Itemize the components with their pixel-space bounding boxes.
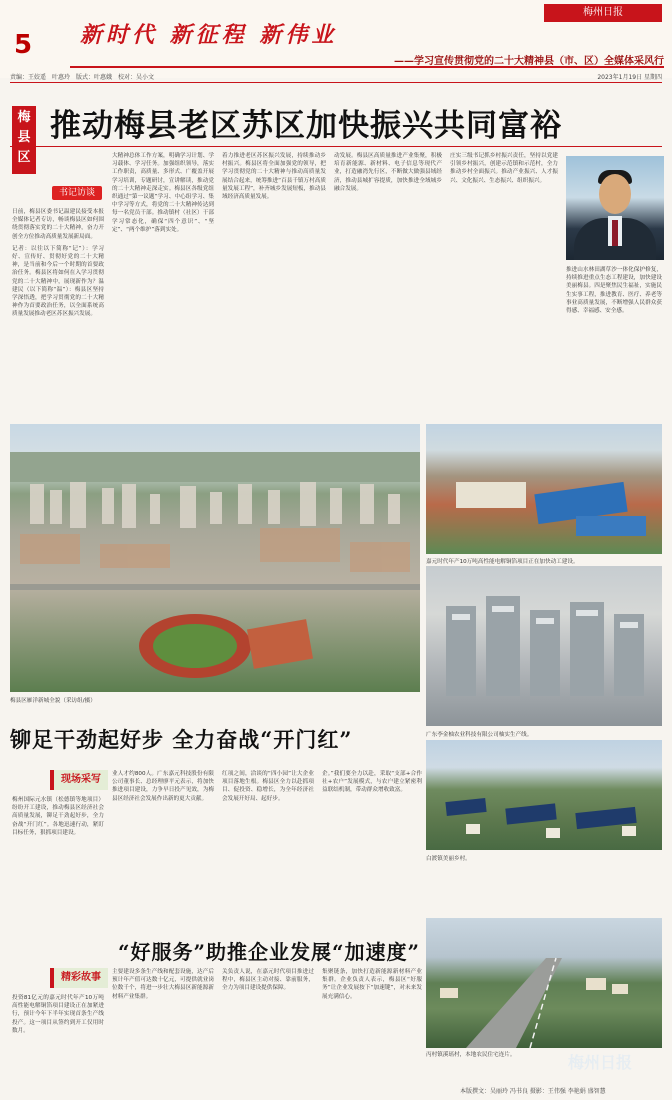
header-slogan: 新时代 新征程 新伟业 [80, 22, 338, 48]
production-line-photo [426, 566, 662, 726]
editor-2: 叶惠玲 [52, 74, 71, 81]
article1-col-a: 记者：以往以下简称“记”）：学习好、宣传好、贯彻好党的二十大精神，是当前和今后一个时期的首要政治任务。梅县区将如何在入学习贯彻党的二十大精神中，展现新作为？温建民（以下简称“温”）：梅县区坚持学深悟透，把学习贯彻党的二十大精神作为首要政治任务，以全面系统高质量发展推动老区苏区振兴发展。 [12, 245, 104, 318]
sub-banner-text: ——学习宣传贯彻党的二十大精神县（市、区）全媒体采风行 [394, 56, 664, 67]
road-illustration [426, 918, 662, 1048]
city-aerial-illustration [10, 424, 420, 692]
article2-column-4: 企。”我们要全力以赴，采取“支部+合作社+农户”发展模式，与农户建立紧密利益联结机制，带动群众增收致富。 [322, 771, 422, 794]
district-tag: 梅县区 [12, 106, 36, 174]
article2-title[interactable]: 铆足干劲起好步 全力奋战“开门红” [10, 727, 353, 752]
editor-4: 校对：吴小文 [118, 74, 155, 81]
article2-column-1: 梅州国际元水镇（松德镇等地项目）纷纷开工建设，推动梅县区经济社会高质量发展，铆足干劲起好步，全力奋战“开门红”。各地迅速行动，紧盯目标任务，狠抓项目建设。 [12, 797, 104, 836]
article2-column-2: 业人才约800人。广东嘉元科技股份有限公司董事长、总经理廖平元表示，将加快推进项目建设，力争早日投产见效，为梅县区经济社会发展作出新的更大贡献。 [112, 771, 214, 802]
article3-title[interactable]: “好服务”助推企业发展“加速度” [118, 940, 421, 964]
industrial-site-photo [426, 424, 662, 554]
article3-column-1: 投资81亿元的嘉元时代年产10万吨高性能电解铜箔项目建设正在加紧进行，预计今年下半年实现首条生产线投产。这一项目从签约到开工仅用时数月。 [12, 995, 104, 1034]
article3-column-2: 主要建设多条生产线和配套设施，达产后预计年产值可达数十亿元，可提供就业岗位数千个，将进一步壮大梅县区新能源新材料产业集群。 [112, 969, 214, 1000]
side4-caption: 丙村镇溪瑶村，本地农民住宅连片。 [426, 1052, 516, 1058]
village-illustration [426, 740, 662, 850]
main-photo-caption: 梅县区雁洋新城全貌（采访组/摄） [10, 698, 96, 704]
article1-title[interactable]: 推动梅县老区苏区加快振兴共同富裕 [50, 108, 562, 144]
article2-column-3: 红项之间，洽谈的“四小园”让大企业项目落地生根。梅县区全力以赴抓项目、促投资、稳增长，为全年经济社会发展开好局、起好步。 [222, 771, 314, 802]
editor-line [10, 72, 662, 81]
industrial-site-illustration [426, 424, 662, 554]
article1-column-3: 着力推进老区苏区振兴发展，持续推动乡村振兴。梅县区将全面加强党的领导，把学习贯彻党的二十大精神与推动高质量发展结合起来，统筹推进“百县千镇万村高质量发展工程”，补齐城乡发展短板，推动县域经济高质量发展。 [222, 153, 326, 201]
article3-column-4: 集聚链条，加快打造新能源新材料产业集群。企业负责人表示，梅县区“好服务”让企业发展按下“加速键”，对未来发展充满信心。 [322, 969, 422, 1000]
issue-date: 2023年1月19日 星期四 [597, 74, 662, 81]
article1-column-1 [12, 208, 104, 406]
sub-banner [70, 52, 664, 68]
article3-kicker: 精彩故事 [50, 968, 108, 988]
header-rule [10, 82, 662, 83]
secretary-portrait [566, 156, 664, 260]
road-photo [426, 918, 662, 1048]
article3-column-3: 关负责人说，在嘉元时代项目推进过程中，梅县区主动对接、靠前服务，全力为项目建设提供保障。 [222, 969, 314, 992]
side1-caption: 嘉元时代年产10万吨高性能电解铜箔项目正在加快动工建设。 [426, 559, 579, 565]
masthead: 梅州日报 [544, 4, 662, 22]
city-aerial-photo [10, 424, 420, 692]
footer-credits: 本版撰文：吴丽玲 冯书良 摄影：王伟强 李艳娟 盛智慧 [460, 1088, 606, 1095]
article1-kicker: 书记访谈 [52, 186, 102, 200]
article1-column-2: 大精神总体工作方案，明确学习计划、学习载体、学习任务。加强组织领导，落实工作职责，高质量、多形式、广覆盖开展学习培训，专题研讨，宣讲解读，推动党的二十大精神走深走实。梅县区各级党组织通过“第一议题”学习、中心组学习、集中学习等方式，将党的二十大精神传达到每一名党员干部。推动镇村（社区）干部学习常态化，确保“四个意识”、“坚定”、“两个维护”落到实处。 [112, 153, 214, 233]
article2-kicker: 现场采写 [50, 770, 108, 790]
editor-3: 版式：叶惠娥 [76, 74, 113, 81]
editor-1: 责编：王姣遥 [10, 74, 47, 81]
production-line-illustration [426, 566, 662, 726]
side3-caption: 白渡镇美丽乡村。 [426, 856, 471, 862]
page-number: 5 [14, 30, 33, 60]
article1-lead: 日前，梅县区委书记温建民接受本报全媒体记者专访，畅谈梅县区如何围绕贯彻落实党的二十大精神，奋力开创全方位推动高质量发展新局面。 [12, 209, 104, 240]
watermark: 梅州日报 [568, 1053, 633, 1072]
side2-caption: 广东李金柚农业科技有限公司柚实生产线。 [426, 732, 533, 738]
village-photo [426, 740, 662, 850]
article1-column-5: 庄实三级书记抓乡村振兴责任，坚持以党建引领乡村振兴，创建示范镇和示范村，全力推动乡村全面振兴。推动产业振兴、人才振兴、文化振兴、生态振兴、组织振兴。 [450, 153, 558, 184]
article1-column-4: 动发展。梅县区高质量推进产业集聚，积极培育新能源、新材料、电子信息等现代产业，打造融湾先行区，不断做大做强县域经济，推动县城扩容提质，加快推进全域城乡融合发展。 [334, 153, 442, 192]
title-rule [10, 146, 662, 147]
article1-column-6: 推进山水林田湖草沙一体化保护修复，持续推进重点生态工程建设，加快建设美丽梅县。四是聚焦民生福祉，实施民生实事工程，推进教育、医疗、养老等事业高质量发展，不断增强人民群众获得感、幸福感、安全感。 [566, 267, 662, 315]
